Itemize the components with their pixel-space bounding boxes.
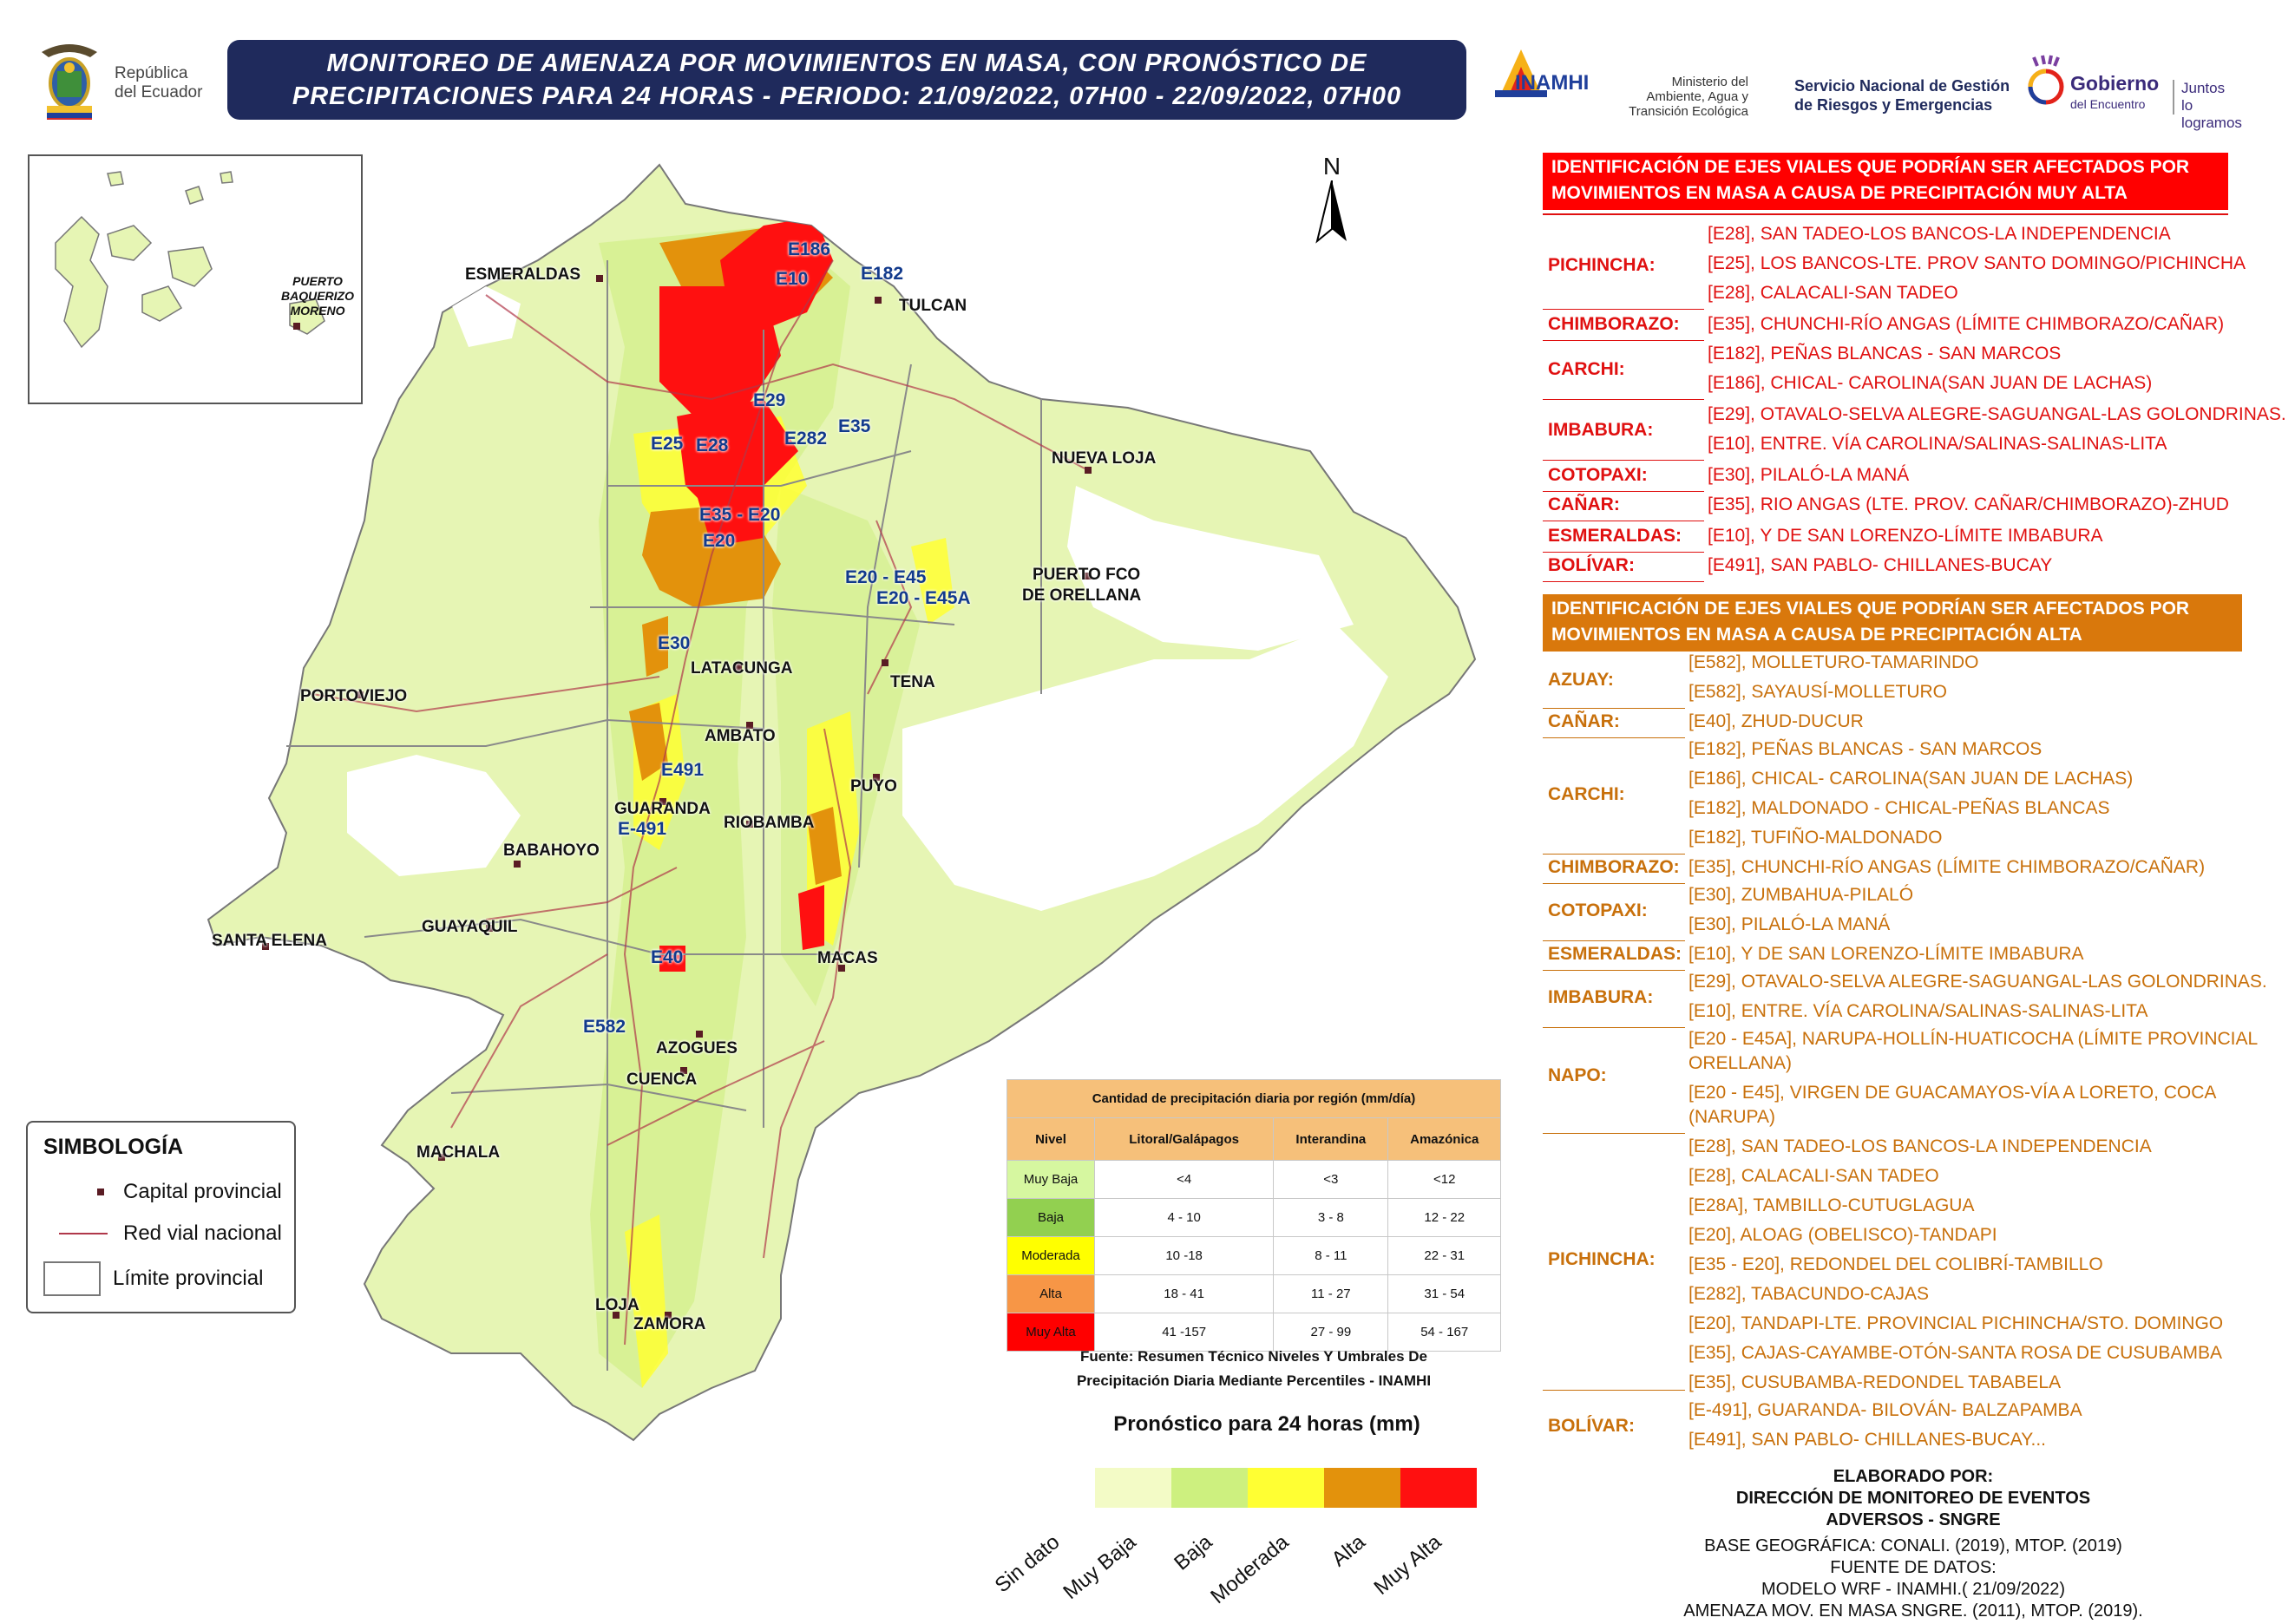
road-axis: [E29], OTAVALO-SELVA ALEGRE-SAGUANGAL-LAS GOLONDRINAS.: [1708, 404, 2286, 424]
legend-item-boundary: [43, 1261, 263, 1296]
level-cell: Muy Alta: [1007, 1313, 1095, 1352]
gobierno-logo: [2027, 54, 2244, 131]
column-header: Litoral/Galápagos: [1095, 1118, 1274, 1161]
road-axis: ORELLANA): [1688, 1053, 1793, 1073]
province-label: PICHINCHA:: [1548, 1249, 1656, 1269]
column-header: Nivel: [1007, 1118, 1095, 1161]
city-label: LATACUNGA: [691, 659, 793, 678]
province-label: CAÑAR:: [1548, 711, 1620, 731]
province-label: COTOPAXI:: [1548, 900, 1648, 920]
road-axis: [E182], MALDONADO - CHICAL-PEÑAS BLANCAS: [1688, 798, 2110, 818]
level-cell: Muy Baja: [1007, 1161, 1095, 1199]
table-source: [1007, 1345, 1501, 1393]
road-axis: [E28], CALACALI-SAN TADEO: [1708, 283, 1958, 303]
road-axis: [E-491], GUARANDA- BILOVÁN- BALZAPAMBA: [1688, 1400, 2082, 1420]
column-header: Amazónica: [1388, 1118, 1501, 1161]
credits-line: BASE GEOGRÁFICA: CONALI. (2019), MTOP. (2019): [1704, 1536, 2122, 1555]
road-axis: [E40], ZHUD-DUCUR: [1688, 711, 1864, 731]
alta-header: [1543, 594, 2242, 652]
province-label: CARCHI:: [1548, 359, 1625, 379]
road-axis: [E10], ENTRE. VÍA CAROLINA/SALINAS-SALINAS-LITA: [1688, 1001, 2148, 1021]
scale-label: Baja: [1170, 1530, 1217, 1575]
header-line: MOVIMIENTOS EN MASA A CAUSA DE PRECIPITACIÓN MUY ALTA: [1551, 183, 2128, 203]
sngre-line: Servicio Nacional de Gestión: [1794, 77, 2010, 95]
legend-title: SIMBOLOGÍA: [43, 1135, 184, 1159]
city-label: MACAS: [817, 949, 878, 967]
road-axis: [E35], CUSUBAMBA-REDONDEL TABABELA: [1688, 1372, 2062, 1392]
city-label: PORTOVIEJO: [300, 687, 408, 705]
road-axis: [E30], PILALÓ-LA MANÁ: [1688, 914, 1891, 934]
road-axis: [E182], TUFIÑO-MALDONADO: [1688, 828, 1943, 848]
road-axis: [E28], SAN TADEO-LOS BANCOS-LA INDEPENDENCIA: [1708, 224, 2171, 244]
road-axis: [E25], LOS BANCOS-LTE. PROV SANTO DOMINGO/PICHINCHA: [1708, 253, 2246, 273]
inset-city-label: BAQUERIZO: [281, 289, 354, 303]
scale-title: Pronóstico para 24 horas (mm): [1113, 1412, 1420, 1436]
legend-label: Límite provincial: [113, 1267, 264, 1290]
north-arrow-icon: [1310, 180, 1354, 245]
road-line-icon: [59, 1233, 108, 1234]
road-axis: [E28], SAN TADEO-LOS BANCOS-LA INDEPENDENCIA: [1688, 1136, 2152, 1156]
table-cell: 12 - 22: [1388, 1199, 1501, 1237]
road-axis: [E20], TANDAPI-LTE. PROVINCIAL PICHINCHA/STO. DOMINGO: [1688, 1313, 2224, 1333]
table-cell: 27 - 99: [1274, 1313, 1388, 1352]
road-axis: [E186], CHICAL- CAROLINA(SAN JUAN DE LACHAS): [1708, 373, 2153, 393]
table-row: [1007, 1161, 1501, 1199]
credits-block: [1675, 1466, 2152, 1531]
table-cell: 18 - 41: [1095, 1275, 1274, 1313]
table-title: Cantidad de precipitación diaria por región (mm/día): [1007, 1080, 1501, 1118]
road-label: E20 - E45: [845, 567, 927, 587]
title-line-1: MONITOREO DE AMENAZA POR MOVIMIENTOS EN MASA, CON PRONÓSTICO DE: [326, 49, 1367, 77]
credits-line: AMENAZA MOV. EN MASA SNGRE. (2011), MTOP. (2019).: [1683, 1601, 2143, 1621]
precipitation-table: [1007, 1079, 1501, 1352]
table-cell: 3 - 8: [1274, 1199, 1388, 1237]
province-label: CHIMBORAZO:: [1548, 314, 1680, 334]
capital-marker: [882, 659, 888, 666]
credits-line: DIRECCIÓN DE MONITOREO DE EVENTOS: [1735, 1489, 2091, 1508]
city-label: DE ORELLANA: [1022, 586, 1142, 605]
scale-label: Alta: [1327, 1530, 1370, 1572]
sngre-line: de Riesgos y Emergencias: [1794, 96, 1993, 114]
gobierno-line: Gobierno: [2070, 72, 2160, 95]
source-line: Fuente: Resumen Técnico Niveles Y Umbrales De: [1080, 1348, 1427, 1365]
road-label: E182: [861, 264, 904, 284]
muy-alta-header: [1543, 153, 2228, 210]
city-label: TULCAN: [899, 297, 967, 315]
title-line-2: PRECIPITACIONES PARA 24 HORAS - PERIODO: 21/09/2022, 07H00 - 22/09/2022, 07H00: [292, 82, 1402, 110]
header-line: IDENTIFICACIÓN DE EJES VIALES QUE PODRÍAN SER AFECTADOS POR: [1551, 157, 2190, 177]
road-axis: [E582], SAYAUSÍ-MOLLETURO: [1688, 682, 1947, 702]
road-label: E10: [776, 269, 809, 289]
capital-marker-icon: [97, 1189, 104, 1195]
province-label: AZUAY:: [1548, 670, 1614, 690]
road-axis: [E35], CHUNCHI-RÍO ANGAS (LÍMITE CHIMBORAZO/CAÑAR): [1708, 314, 2225, 334]
road-axis: [E491], SAN PABLO- CHILLANES-BUCAY...: [1688, 1430, 2046, 1450]
inset-city-label: PUERTO: [292, 274, 343, 288]
road-label: E20 - E45A: [876, 588, 971, 608]
road-axis: [E491], SAN PABLO- CHILLANES-BUCAY: [1708, 555, 2053, 575]
galapagos-inset: [28, 154, 363, 404]
gov-logo-text: del Ecuador: [115, 83, 203, 102]
province-label: IMBABURA:: [1548, 987, 1654, 1007]
table-cell: <4: [1095, 1161, 1274, 1199]
city-label: CUENCA: [626, 1071, 698, 1089]
capital-marker: [596, 275, 603, 282]
juntos-line: lo logramos: [2181, 97, 2242, 131]
table-cell: 41 -157: [1095, 1313, 1274, 1352]
road-axis: [E35 - E20], REDONDEL DEL COLIBRÍ-TAMBILLO: [1688, 1254, 2103, 1274]
city-label: AMBATO: [705, 727, 776, 745]
province-label: PICHINCHA:: [1548, 255, 1656, 275]
city-label: PUYO: [850, 777, 897, 796]
scale-swatch: [1324, 1468, 1400, 1508]
legend-item-road: [43, 1221, 282, 1246]
table-row: [1007, 1237, 1501, 1275]
road-axis: [E20], ALOAG (OBELISCO)-TANDAPI: [1688, 1225, 1997, 1245]
source-line: Precipitación Diaria Mediante Percentiles - INAMHI: [1076, 1372, 1432, 1389]
road-axis: [E30], ZUMBAHUA-PILALÓ: [1688, 885, 1914, 905]
credits-line: MODELO WRF - INAMHI.( 21/09/2022): [1761, 1580, 2066, 1599]
inset-city-label: MORENO: [290, 304, 345, 318]
credits-line: ELABORADO POR:: [1833, 1467, 1994, 1486]
symbology-legend: [26, 1121, 296, 1313]
capital-marker: [875, 297, 882, 304]
road-label: E40: [651, 947, 684, 967]
province-label: COTOPAXI:: [1548, 465, 1648, 485]
road-label: E25: [651, 434, 684, 454]
north-label: N: [1322, 153, 1341, 180]
road-axis: [E35], RIO ANGAS (LTE. PROV. CAÑAR/CHIMBORAZO)-ZHUD: [1708, 494, 2229, 514]
road-label: E28: [696, 435, 729, 455]
province-label: ESMERALDAS:: [1548, 944, 1682, 964]
road-axis: [E182], PEÑAS BLANCAS - SAN MARCOS: [1688, 739, 2043, 759]
province-label: CAÑAR:: [1548, 494, 1620, 514]
city-label: AZOGUES: [656, 1039, 738, 1058]
road-axis: (NARUPA): [1688, 1107, 1775, 1127]
road-axis: [E10], ENTRE. VÍA CAROLINA/SALINAS-SALINAS-LITA: [1708, 434, 2167, 454]
north-arrow: [1310, 153, 1354, 248]
city-label: BABAHOYO: [503, 841, 600, 860]
road-label: E491: [661, 760, 705, 780]
city-label: GUARANDA: [614, 800, 711, 818]
road-label: E30: [658, 633, 691, 653]
muy-alta-zone: [798, 885, 824, 950]
road-axis: [E35], CHUNCHI-RÍO ANGAS (LÍMITE CHIMBORAZO/CAÑAR): [1688, 857, 2206, 877]
juntos-line: Juntos: [2181, 80, 2226, 96]
table-cell: 4 - 10: [1095, 1199, 1274, 1237]
boundary-box-icon: [43, 1261, 101, 1296]
city-label: ESMERALDAS: [465, 265, 581, 284]
road-axis: [E282], TABACUNDO-CAJAS: [1688, 1284, 1929, 1304]
main-title: [227, 40, 1466, 120]
road-axis: [E182], PEÑAS BLANCAS - SAN MARCOS: [1708, 344, 2062, 363]
scale-label: Sin dato: [990, 1530, 1065, 1598]
table-cell: 54 - 167: [1388, 1313, 1501, 1352]
city-label: GUAYAQUIL: [422, 918, 518, 936]
city-label: TENA: [890, 673, 935, 691]
table-cell: 11 - 27: [1274, 1275, 1388, 1313]
capital-marker: [514, 861, 521, 868]
province-label: BOLÍVAR:: [1548, 555, 1635, 575]
road-label: E35 - E20: [699, 505, 781, 525]
road-axis: [E10], Y DE SAN LORENZO-LÍMITE IMBABURA: [1708, 526, 2103, 546]
header-line: IDENTIFICACIÓN DE EJES VIALES QUE PODRÍAN SER AFECTADOS POR: [1551, 599, 2190, 619]
table-cell: 8 - 11: [1274, 1237, 1388, 1275]
table-row: [1007, 1199, 1501, 1237]
city-label: PUERTO FCO: [1033, 566, 1141, 584]
road-label: E186: [788, 239, 831, 259]
legend-label: Capital provincial: [123, 1180, 282, 1203]
road-axis: [E582], MOLLETURO-TAMARINDO: [1688, 652, 1979, 672]
road-axis: [E10], Y DE SAN LORENZO-LÍMITE IMBABURA: [1688, 944, 2084, 964]
scale-label: Moderada: [1206, 1530, 1294, 1609]
credits-line: ADVERSOS - SNGRE: [1826, 1510, 2001, 1529]
inamhi-label: INAMHI: [1515, 71, 1590, 95]
road-axis: [E29], OTAVALO-SELVA ALEGRE-SAGUANGAL-LAS GOLONDRINAS.: [1688, 972, 2267, 992]
legend-item-capital: [43, 1180, 282, 1204]
capital-marker: [696, 1031, 703, 1038]
province-label: NAPO:: [1548, 1065, 1607, 1085]
sngre-logo: [1794, 76, 2010, 115]
city-label: MACHALA: [416, 1143, 501, 1162]
ecuador-gov-logo: [35, 36, 208, 123]
credits-sources: [1675, 1536, 2152, 1622]
road-label: E20: [703, 531, 736, 551]
scale-swatch: [1171, 1468, 1248, 1508]
road-label: E582: [583, 1017, 626, 1037]
scale-label: Muy Alta: [1369, 1530, 1446, 1600]
scale-label: Muy Baja: [1059, 1530, 1141, 1604]
road-label: E35: [838, 416, 871, 436]
gobierno-emblem-icon: [2027, 54, 2065, 109]
level-cell: Moderada: [1007, 1237, 1095, 1275]
scale-swatch: [1248, 1468, 1324, 1508]
header-line: MOVIMIENTOS EN MASA A CAUSA DE PRECIPITACIÓN ALTA: [1551, 625, 2082, 645]
city-label: RIOBAMBA: [724, 814, 815, 832]
city-label: ZAMORA: [633, 1315, 706, 1333]
legend-label: Red vial nacional: [123, 1221, 282, 1245]
road-axis: [E28A], TAMBILLO-CUTUGLAGUA: [1688, 1195, 1975, 1215]
road-label: E-491: [618, 819, 667, 839]
province-label: BOLÍVAR:: [1548, 1416, 1635, 1436]
road-axis: [E30], PILALÓ-LA MANÁ: [1708, 465, 1910, 485]
scale-swatch: [1400, 1468, 1477, 1508]
city-label: LOJA: [595, 1296, 639, 1314]
province-label: IMBABURA:: [1548, 420, 1654, 440]
column-header: Interandina: [1274, 1118, 1388, 1161]
city-label: NUEVA LOJA: [1052, 449, 1157, 468]
table-cell: 10 -18: [1095, 1237, 1274, 1275]
level-cell: Baja: [1007, 1199, 1095, 1237]
road-label: E29: [753, 390, 786, 410]
province-label: CHIMBORAZO:: [1548, 857, 1680, 877]
ministerio-line: Ambiente, Agua y: [1646, 89, 1748, 104]
table-cell: 31 - 54: [1388, 1275, 1501, 1313]
coat-of-arms-icon: [35, 36, 104, 120]
ministerio-logo: [1605, 75, 1748, 119]
road-axis: [E35], CAJAS-CAYAMBE-OTÓN-SANTA ROSA DE CUSUBAMBA: [1688, 1343, 2222, 1363]
gov-logo-text: República: [115, 64, 188, 82]
road-axis: [E28], CALACALI-SAN TADEO: [1688, 1166, 1939, 1186]
province-label: CARCHI:: [1548, 784, 1625, 804]
ministerio-line: Transición Ecológica: [1629, 104, 1748, 119]
credits-line: FUENTE DE DATOS:: [1830, 1558, 1997, 1577]
province-label: ESMERALDAS:: [1548, 526, 1682, 546]
road-label: E282: [784, 429, 828, 449]
table-cell: 22 - 31: [1388, 1237, 1501, 1275]
road-axis: [E20 - E45A], NARUPA-HOLLÍN-HUATICOCHA (LÍMITE PROVINCIAL: [1688, 1029, 2259, 1049]
scale-swatch: [1095, 1468, 1171, 1508]
city-label: SANTA ELENA: [212, 932, 327, 950]
table-cell: <3: [1274, 1161, 1388, 1199]
table-cell: <12: [1388, 1161, 1501, 1199]
ministerio-line: Ministerio del: [1671, 75, 1748, 89]
gobierno-line: del Encuentro: [2070, 97, 2146, 111]
road-axis: [E186], CHICAL- CAROLINA(SAN JUAN DE LACHAS): [1688, 769, 2134, 789]
road-axis: [E20 - E45], VIRGEN DE GUACAMAYOS-VÍA A LORETO, COCA: [1688, 1083, 2217, 1103]
level-cell: Alta: [1007, 1275, 1095, 1313]
table-row: [1007, 1275, 1501, 1313]
